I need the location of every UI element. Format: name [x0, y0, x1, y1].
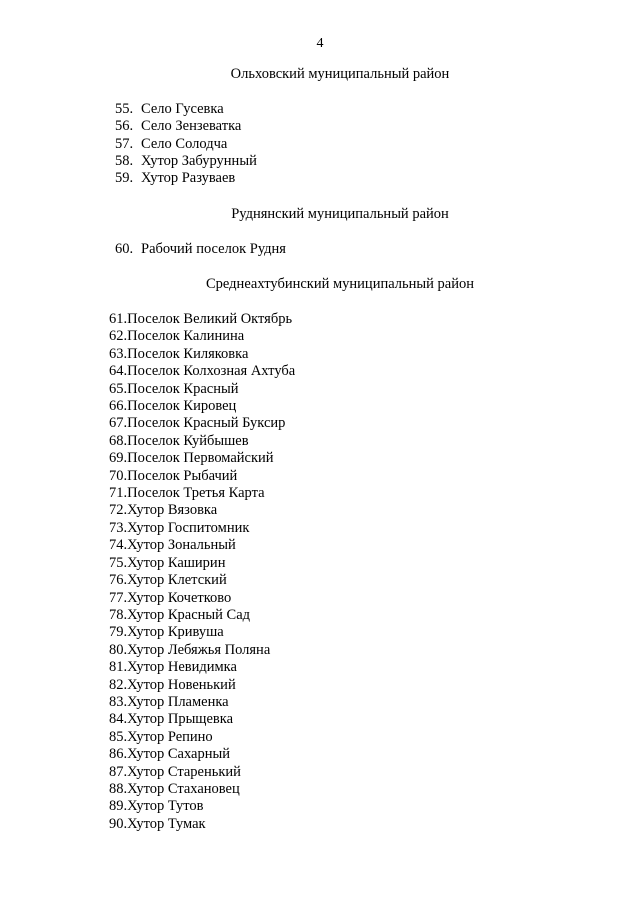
- list-item: [109, 624, 295, 641]
- item-text: Хутор Госпитомник: [127, 519, 250, 536]
- item-text: Хутор Клетский: [127, 572, 227, 589]
- item-number: 56.: [115, 118, 134, 135]
- item-text: Хутор Кривуша: [127, 624, 224, 641]
- section-heading-sredneakhtubinsky: Среднеахтубинский муниципальный район: [206, 276, 474, 292]
- item-text: Хутор Сахарный: [127, 746, 230, 763]
- settlement-list-sredneakhtubinsky: [109, 311, 295, 833]
- item-text: Хутор Разуваев: [141, 170, 236, 187]
- list-item: [109, 485, 295, 502]
- item-number: 58.: [115, 152, 134, 169]
- list-item: [115, 136, 257, 153]
- list-item: [109, 311, 295, 328]
- item-text: Село Солодча: [141, 135, 228, 152]
- list-item: [109, 555, 295, 572]
- item-number: 65.: [109, 380, 128, 397]
- item-number: 64.: [109, 363, 128, 380]
- item-number: 71.: [109, 485, 128, 502]
- section-heading-rudnyansky: Руднянский муниципальный район: [231, 206, 449, 222]
- item-number: 78.: [109, 606, 128, 623]
- item-text: Хутор Репино: [127, 728, 213, 745]
- list-item: [115, 170, 257, 187]
- item-text: Хутор Кочетково: [127, 589, 232, 606]
- item-text: Поселок Рыбачий: [127, 467, 238, 484]
- list-item: [109, 659, 295, 676]
- list-item: [109, 398, 295, 415]
- item-number: 75.: [109, 554, 128, 571]
- item-text: Поселок Куйбышев: [127, 432, 249, 449]
- item-text: Поселок Первомайский: [127, 450, 274, 467]
- settlement-list-olkhovsky: [115, 101, 257, 187]
- list-item: [115, 101, 257, 118]
- item-text: Хутор Красный Сад: [127, 606, 251, 623]
- item-text: Поселок Красный Буксир: [127, 415, 286, 432]
- item-text: Хутор Зональный: [127, 537, 236, 554]
- item-text: Рабочий поселок Рудня: [141, 241, 286, 257]
- item-number: 82.: [109, 676, 128, 693]
- item-text: Хутор Вязовка: [127, 502, 218, 519]
- section-heading-olkhovsky: Ольховский муниципальный район: [230, 66, 450, 82]
- item-number: 89.: [109, 798, 128, 815]
- list-item: [109, 468, 295, 485]
- item-number: 74.: [109, 537, 128, 554]
- item-text: Хутор Лебяжья Поляна: [127, 641, 271, 658]
- list-item: [109, 433, 295, 450]
- item-text: Хутор Пламенка: [127, 693, 229, 710]
- item-number: 79.: [109, 624, 128, 641]
- item-text: Хутор Старенький: [127, 763, 241, 780]
- list-item: [109, 590, 295, 607]
- list-item: [109, 711, 295, 728]
- list-item: [109, 572, 295, 589]
- list-item: [109, 537, 295, 554]
- item-number: 73.: [109, 519, 128, 536]
- list-item: [109, 781, 295, 798]
- item-number: 76.: [109, 572, 128, 589]
- item-number: 62.: [109, 328, 128, 345]
- list-item: [109, 642, 295, 659]
- item-text: Поселок Колхозная Ахтуба: [127, 363, 296, 380]
- list-item: [109, 798, 295, 815]
- item-number: 60.: [115, 241, 134, 257]
- item-number: 87.: [109, 763, 128, 780]
- item-text: Поселок Киляковка: [127, 345, 249, 362]
- item-text: Поселок Калинина: [127, 328, 245, 345]
- item-text: Поселок Кировец: [127, 398, 237, 415]
- list-item: [115, 241, 286, 258]
- item-number: 61.: [109, 311, 128, 327]
- item-number: 81.: [109, 659, 128, 676]
- item-number: 55.: [115, 101, 134, 117]
- item-number: 83.: [109, 693, 128, 710]
- item-text: Хутор Забурунный: [141, 152, 257, 169]
- item-text: Село Гусевка: [141, 101, 224, 117]
- item-number: 77.: [109, 589, 128, 606]
- list-item: [115, 118, 257, 135]
- item-number: 84.: [109, 711, 128, 728]
- list-item: [109, 677, 295, 694]
- settlement-list-rudnyansky: [115, 241, 286, 258]
- item-text: Хутор Невидимка: [127, 659, 237, 676]
- list-item: [109, 694, 295, 711]
- list-item: [109, 381, 295, 398]
- item-number: 57.: [115, 135, 134, 152]
- list-item: [109, 816, 295, 833]
- item-text: Хутор Каширин: [127, 554, 226, 571]
- item-text: Хутор Новенький: [127, 676, 236, 693]
- list-item: [109, 729, 295, 746]
- list-item: [109, 502, 295, 519]
- list-item: [109, 415, 295, 432]
- item-number: 88.: [109, 780, 128, 797]
- item-number: 80.: [109, 641, 128, 658]
- item-number: 90.: [109, 815, 128, 832]
- item-text: Поселок Третья Карта: [127, 485, 265, 502]
- item-number: 66.: [109, 398, 128, 415]
- list-item: [109, 346, 295, 363]
- page-number: 4: [316, 36, 324, 51]
- item-text: Хутор Прыщевка: [127, 711, 234, 728]
- item-number: 86.: [109, 746, 128, 763]
- item-text: Поселок Красный: [127, 380, 239, 397]
- item-text: Хутор Тутов: [127, 798, 204, 815]
- list-item: [109, 450, 295, 467]
- list-item: [109, 520, 295, 537]
- list-item: [109, 607, 295, 624]
- list-item: [115, 153, 257, 170]
- item-text: Хутор Стахановец: [127, 780, 240, 797]
- item-number: 67.: [109, 415, 128, 432]
- item-number: 69.: [109, 450, 128, 467]
- item-number: 70.: [109, 467, 128, 484]
- list-item: [109, 746, 295, 763]
- item-number: 68.: [109, 432, 128, 449]
- item-number: 85.: [109, 728, 128, 745]
- item-text: Село Зензеватка: [141, 118, 242, 135]
- list-item: [109, 764, 295, 781]
- item-text: Поселок Великий Октябрь: [127, 311, 293, 327]
- item-text: Хутор Тумак: [127, 815, 206, 832]
- list-item: [109, 328, 295, 345]
- item-number: 59.: [115, 170, 134, 187]
- list-item: [109, 363, 295, 380]
- item-number: 63.: [109, 345, 128, 362]
- item-number: 72.: [109, 502, 128, 519]
